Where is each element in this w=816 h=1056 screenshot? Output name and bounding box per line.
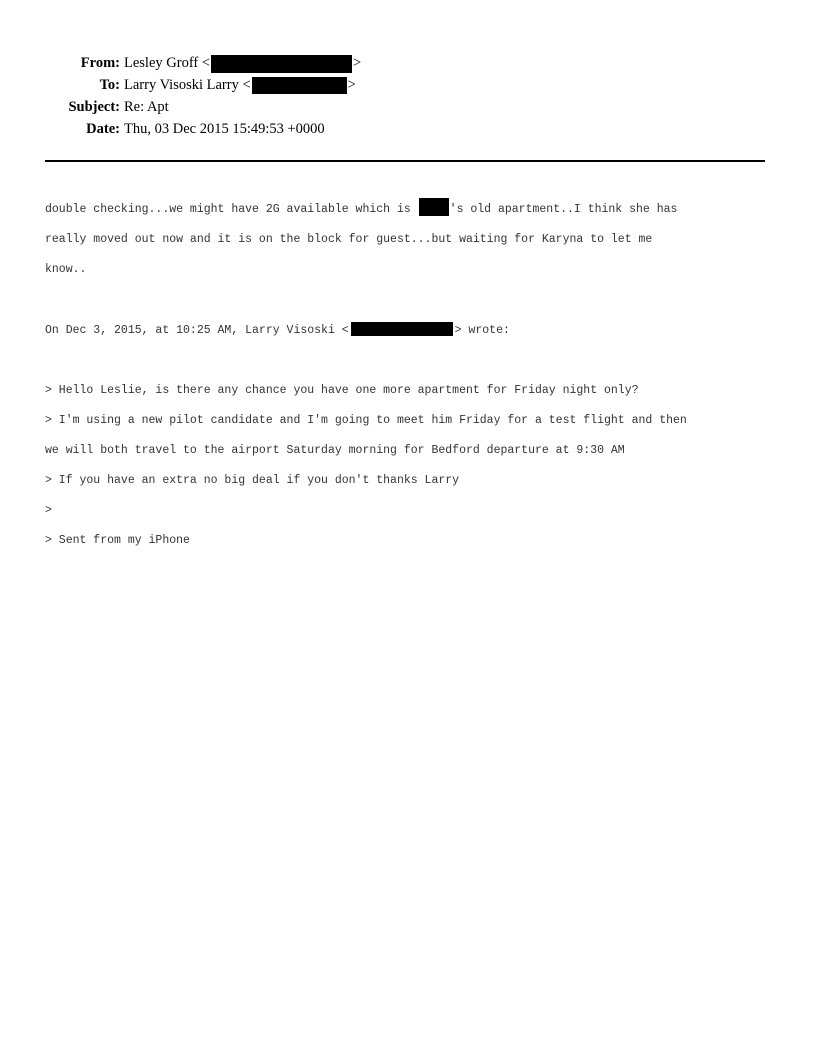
subject-label: Subject: (68, 99, 120, 115)
message-body (45, 183, 775, 563)
quoted-line: > Hello Leslie, is there any chance you have one more apartment for Friday night only? (45, 384, 639, 397)
to-label: To: (99, 77, 120, 93)
redaction-bar (211, 55, 352, 73)
email-header (0, 52, 816, 140)
redaction-bar (252, 77, 347, 94)
from-label: From: (80, 55, 120, 71)
quoted-line: > I'm using a new pilot candidate and I'm going to meet him Friday for a test flight and then (45, 414, 687, 427)
body-line: double checking...we might have 2G available which is 's old apartment..I think she has (45, 198, 775, 217)
spacer (45, 292, 775, 307)
spacer (45, 353, 775, 368)
to-row (0, 74, 816, 96)
date-row (0, 118, 816, 140)
body-line: really moved out now and it is on the block for guest...but waiting for Karyna to let me (45, 233, 653, 246)
from-close: > (353, 55, 362, 71)
quoted-line: > Sent from my iPhone (45, 534, 190, 547)
to-close: > (347, 77, 356, 93)
from-row (0, 52, 816, 74)
subject-value: Re: Apt (124, 99, 169, 115)
quoted-line: > If you have an extra no big deal if you don't thanks Larry (45, 474, 460, 487)
quoted-line: we will both travel to the airport Saturday morning for Bedford departure at 9:30 AM (45, 444, 625, 457)
subject-row (0, 96, 816, 118)
quote-intro: On Dec 3, 2015, at 10:25 AM, Larry Visoski < > wrote: (45, 324, 510, 337)
redaction-bar (351, 322, 453, 336)
quoted-line: > (45, 504, 52, 517)
header-divider (45, 160, 765, 162)
from-name: Lesley Groff < (124, 55, 211, 71)
date-value: Thu, 03 Dec 2015 15:49:53 +0000 (124, 121, 325, 137)
date-label: Date: (86, 121, 120, 137)
redaction-bar (419, 198, 449, 216)
from-value (124, 52, 361, 74)
to-name: Larry Visoski Larry < (124, 77, 251, 93)
to-value (124, 74, 356, 96)
body-line: know.. (45, 263, 87, 276)
